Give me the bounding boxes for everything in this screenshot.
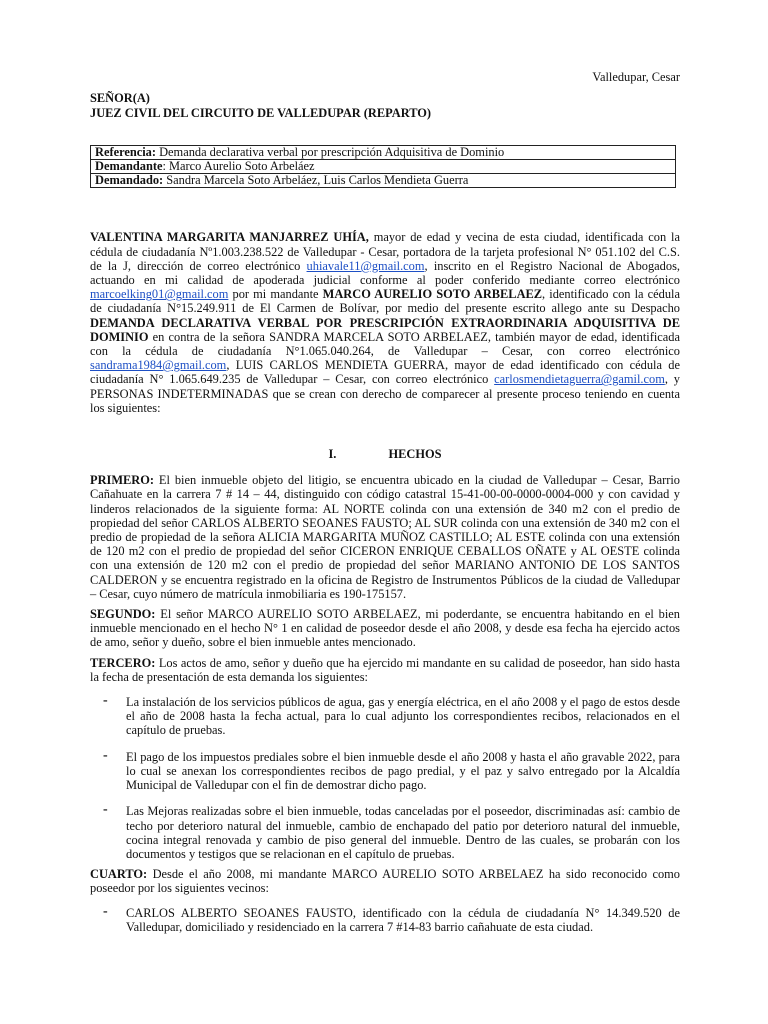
reference-row xyxy=(91,146,676,160)
dash-bullet: - xyxy=(103,747,108,763)
section-title: HECHOS xyxy=(388,447,442,462)
section-number: I. xyxy=(328,447,337,462)
claim-title: DEMANDA DECLARATIVA VERBAL POR PRESCRIPCIÓN EXTRAORDINARIA ADQUISITIVA DE DOMINIO xyxy=(90,315,680,344)
email-link-attorney[interactable]: uhiavale11@gmail.com xyxy=(306,258,425,273)
fact-tercero: TERCERO: Los actos de amo, señor y dueño que ha ejercido mi mandante en su calidad de poseedor, han sido hasta la fecha de presentación de esta demanda los siguientes: xyxy=(90,655,680,684)
attorney-name: VALENTINA MARGARITA MANJARREZ UHÍA, xyxy=(90,230,369,245)
email-link-defendant-1[interactable]: sandrama1984@gmail.com xyxy=(90,358,227,373)
reference-table xyxy=(90,145,676,188)
list-item: - CARLOS ALBERTO SEOANES FAUSTO, identificado con la cédula de ciudadanía N° 14.349.520 de Valledupar, domiciliado y residenciado en la carrera 7 #14-83 barrio cañahuate de esta ciudad. xyxy=(103,903,680,934)
plaintiff-row xyxy=(91,160,676,174)
list-item: - El pago de los impuestos prediales sobre el bien inmueble desde el año 2008 y hasta el año gravable 2022, para lo cual se anexan los correspondientes recibos de pago predial, y el paz y salvo entregado por la Alcaldía Municipal de Valledupar con el fin de demostrar dicho pago. xyxy=(103,747,680,793)
salutation: SEÑOR(A) xyxy=(90,91,150,106)
defendant-value: Sandra Marcela Soto Arbeláez, Luis Carlos Mendieta Guerra xyxy=(163,173,469,188)
fact-segundo: SEGUNDO: El señor MARCO AURELIO SOTO ARBELAEZ, mi poderdante, se encuentra habitando en el bien inmueble mencionado en el hecho N° 1 en calidad de poseedor desde el año 2008, y desde esa fecha ha ejercido actos de amo, señor y dueño, sobre el bien inmueble antes mencionado. xyxy=(90,607,680,650)
cuarto-list xyxy=(90,903,680,934)
dash-bullet: - xyxy=(103,802,108,818)
city-line: Valledupar, Cesar xyxy=(592,70,680,84)
fact-primero: PRIMERO: El bien inmueble objeto del litigio, se encuentra ubicado en la ciudad de Valledupar – Cesar, Barrio Cañahuate en la carrera 7 # 14 – 44, distinguido con código catastral 15-41-00-00-0000-0004-000 y con cavidad y linderos relacionados de la siguiente forma: AL NORTE colinda con una extensión de 340 m2 con el predio de propiedad del señor CARLOS ALBERTO SEOANES FAUSTO; AL SUR colinda con una extensión de 340 m2 con el predio de propiedad de la señora ALICIA MARGARITA MUÑOZ CASTILLO; AL ESTE colinda con una extensión de 120 m2 con el predio de propiedad del señor CICERON ENRIQUE CEBALLOS OÑATE y AL OESTE colinda con una extensión de 120 m2 con el predio de propiedad del señor MARIANO ANTONIO DE LOS SANTOS CALDERON y se encuentra registrado en la oficina de Registro de Instrumentos Públicos de la ciudad de Valledupar – Cesar, cuyo número de matrícula inmobiliaria es 190-175157. xyxy=(90,473,680,601)
plaintiff-value: : Marco Aurelio Soto Arbeláez xyxy=(162,159,315,174)
defendant-label: Demandado: xyxy=(95,173,164,188)
email-link-defendant-2[interactable]: carlosmendietaguerra@gamil.com xyxy=(494,372,665,387)
section-heading xyxy=(90,447,680,461)
client-name: MARCO AURELIO SOTO ARBELAEZ xyxy=(322,287,543,302)
tercero-list xyxy=(90,695,680,861)
reference-label: Referencia: xyxy=(95,145,157,160)
email-link-client[interactable]: marcoelking01@gmail.com xyxy=(90,287,229,302)
plaintiff-label: Demandante xyxy=(95,159,163,174)
dash-bullet: - xyxy=(103,903,108,919)
dash-bullet: - xyxy=(103,693,108,709)
fact-cuarto: CUARTO: Desde el año 2008, mi mandante MARCO AURELIO SOTO ARBELAEZ ha sido reconocido como poseedor por los siguientes vecinos: xyxy=(90,867,680,896)
intro-paragraph: VALENTINA MARGARITA MANJARREZ UHÍA, mayor de edad y vecina de esta ciudad, identificada con la cédula de ciudadanía Nº1.003.238.522 de Valledupar - Cesar, portadora de la tarjeta profesional N° 051.102 del C.S. de la J, dirección de correo electrónico uhiavale11@gmail.com, inscrito en el Registro Nacional de Abogados, actuando en mi calidad de apoderada judicial conforme al poder conferido mediante correo electrónico marcoelking01@gmail.com por mi mandante MARCO AURELIO SOTO ARBELAEZ, identificado con la cédula de ciudadanía N°15.249.911 de El Carmen de Bolívar, por medio del presente escrito allego ante su Despacho DEMANDA DECLARATIVA VERBAL POR PRESCRIPCIÓN EXTRAORDINARIA ADQUISITIVA DE DOMINIO en contra de la señora SANDRA MARCELA SOTO ARBELAEZ, también mayor de edad, identificada con la cédula de ciudadanía N°1.065.040.264, de Valledupar – Cesar, con correo electrónico sandrama1984@gmail.com, LUIS CARLOS MENDIETA GUERRA, mayor de edad identificado con cédula de ciudadanía N° 1.065.649.235 de Valledupar – Cesar, con correo electrónico carlosmendietaguerra@gamil.com, y PERSONAS INDETERMINADAS que se crean con derecho de comparecer al presente proceso teniendo en cuenta los siguientes: xyxy=(90,230,680,415)
court-name: JUEZ CIVIL DEL CIRCUITO DE VALLEDUPAR (REPARTO) xyxy=(90,105,432,120)
list-item: - Las Mejoras realizadas sobre el bien inmueble, todas canceladas por el poseedor, discriminadas así: cambio de techo por deterioro natural del inmueble, cambio de enchapado del patio por deterioro natural del inmueble, cocina integral renovada y cambio de piso general del inmueble. Dentro de las cuales, se probarán con los documentos y testigos que se relacionan en el capítulo de pruebas. xyxy=(103,802,680,861)
reference-value: Demanda declarativa verbal por prescripción Adquisitiva de Dominio xyxy=(156,145,505,160)
defendant-row xyxy=(91,174,676,188)
list-item: - La instalación de los servicios públicos de agua, gas y energía eléctrica, en el año 2008 y el pago de estos desde el año de 2008 hasta la fecha actual, para lo cual adjunto los correspondientes recibos, relacionados en el capítulo de pruebas. xyxy=(103,693,680,738)
